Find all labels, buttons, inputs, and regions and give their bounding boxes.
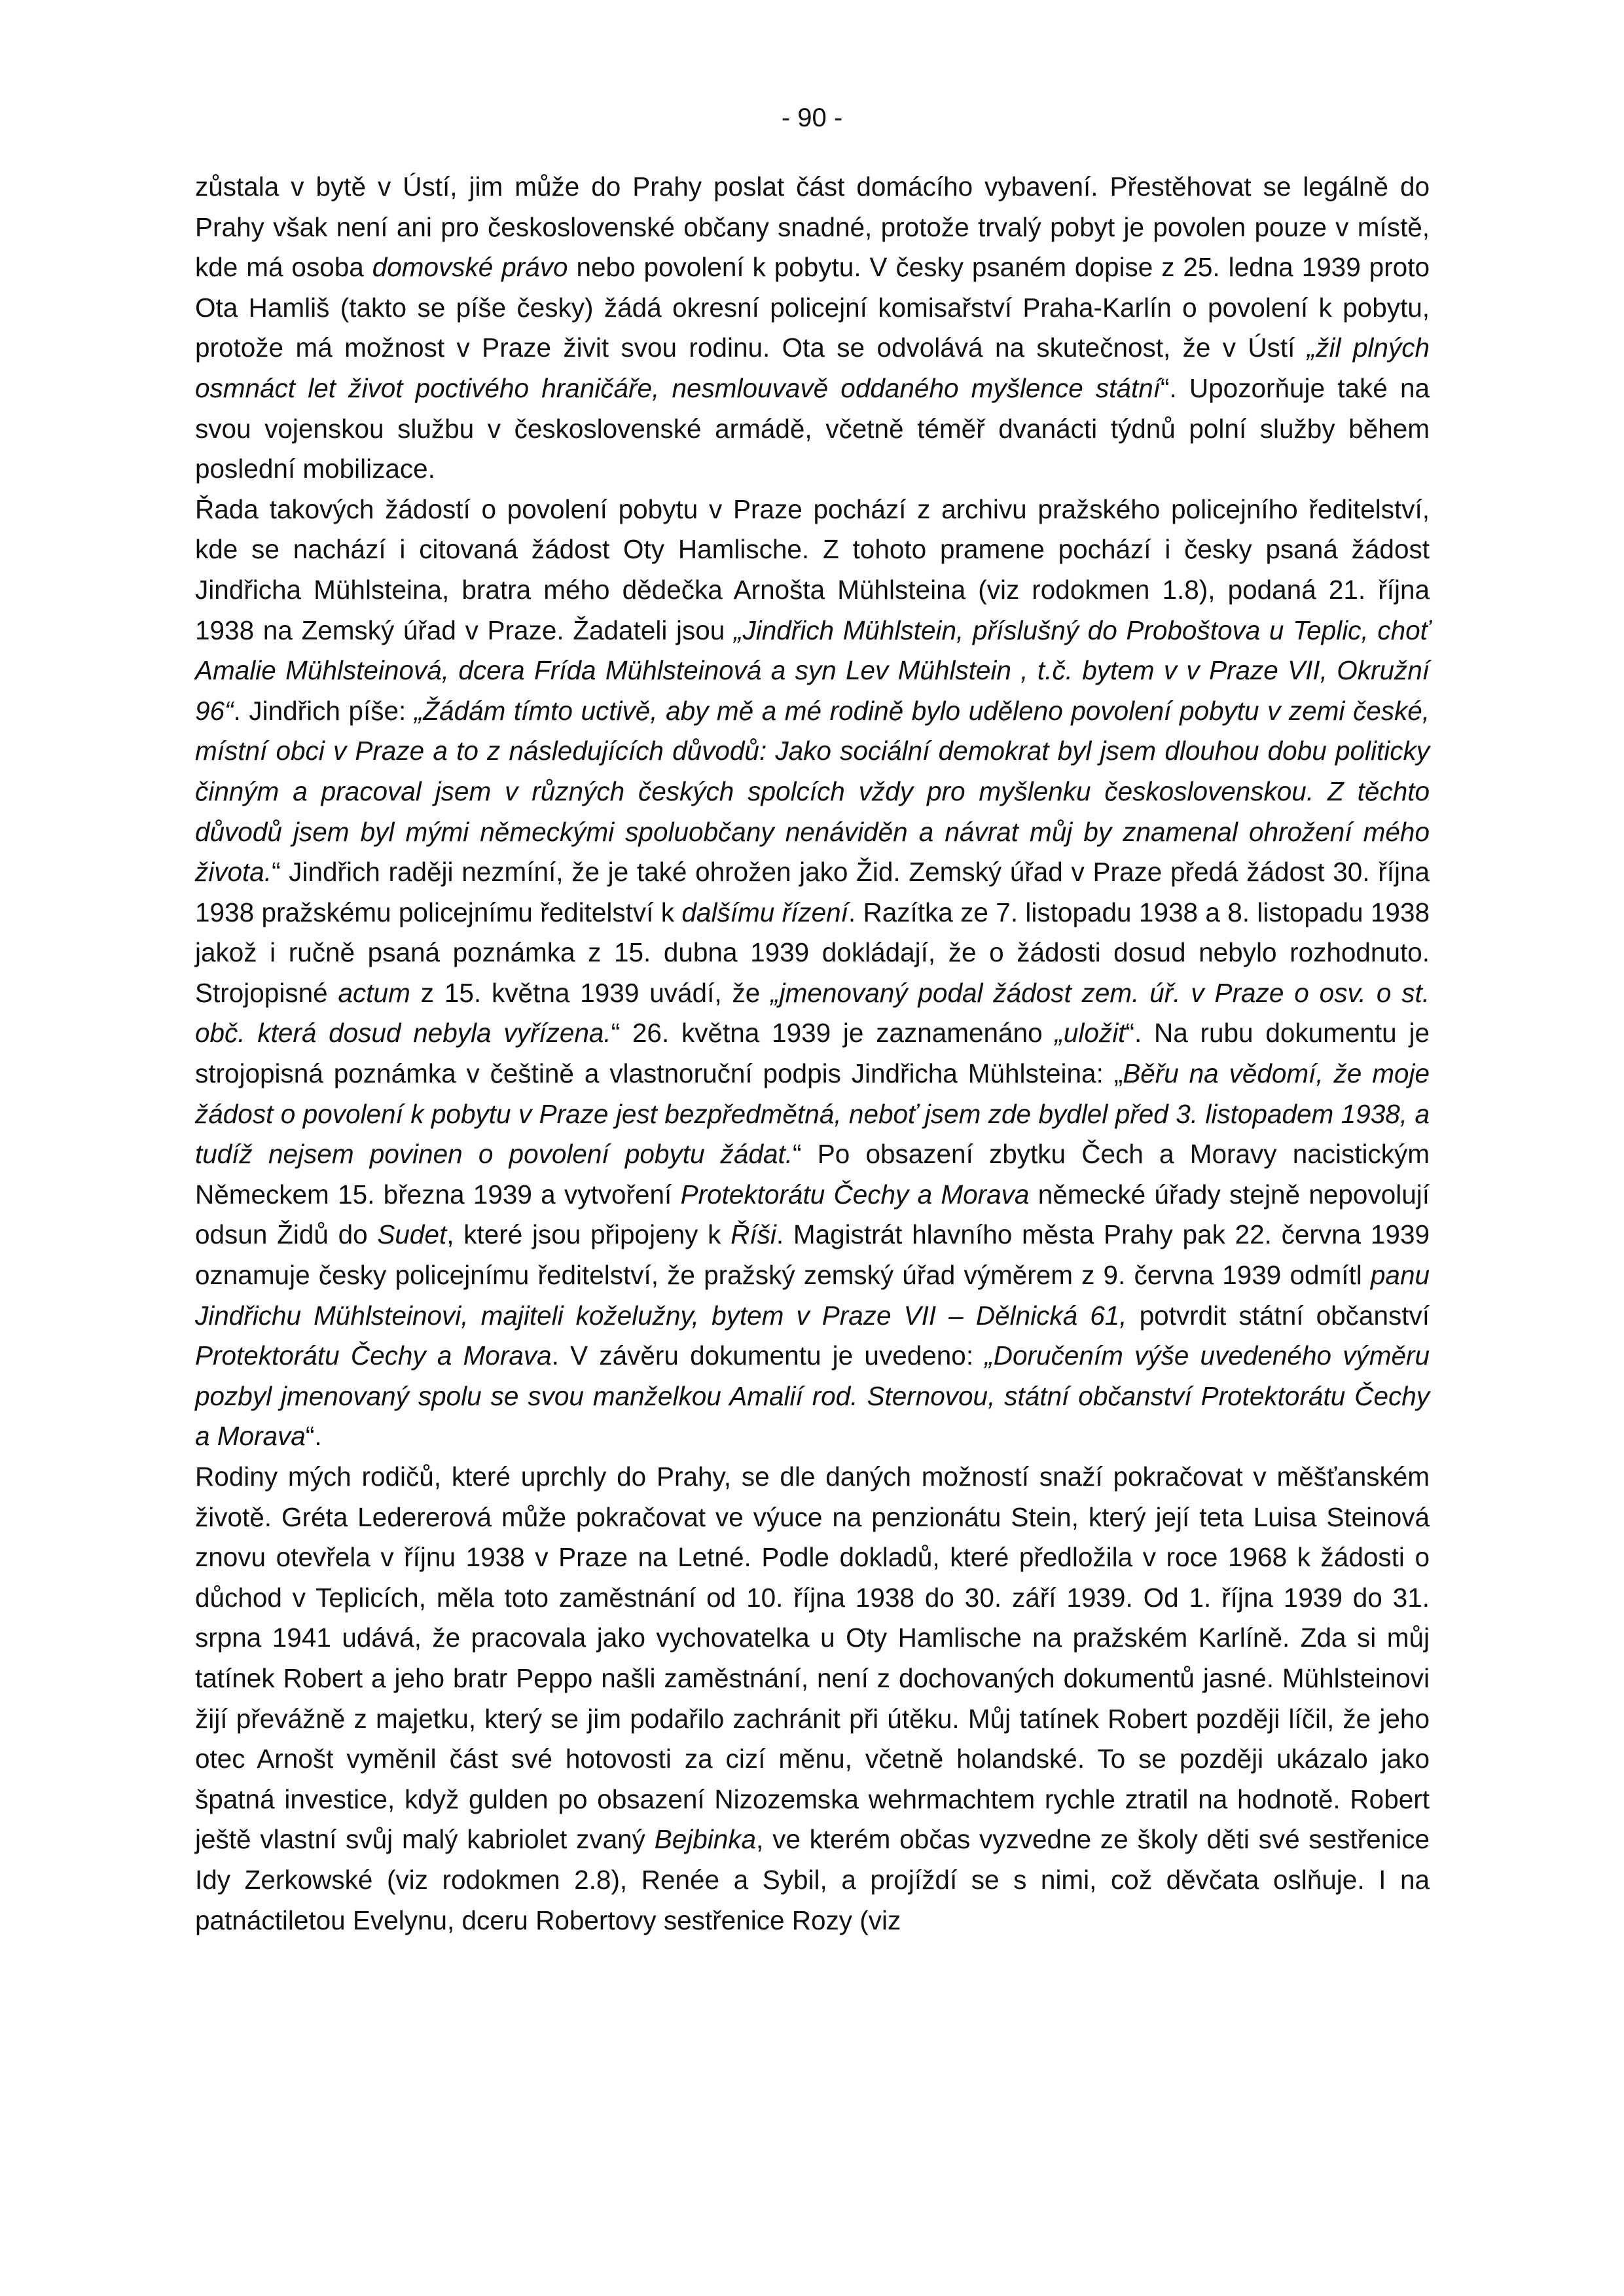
text-run: “ Po obsazení zbytku Čech a Moravy nacistickým Německem 15. března 1939 a vytvoření xyxy=(195,1139,1430,1210)
italic-text-run: Běřu na vědomí, že moje žádost o povolení k pobytu v Praze jest bezpředmětná, neboť jsem zde bydlel před 3. listopadem 1938, a tudíž nejsem povinen o povolení pobytu žádat. xyxy=(195,1058,1430,1170)
italic-text-run: Protektorátu Čechy a Morava xyxy=(195,1340,552,1371)
text-run: . V závěru dokumentu je uvedeno: xyxy=(551,1340,985,1371)
italic-text-run: „žil plných osmnáct let život poctivého hraničáře, nesmlouvavě oddaného myšlence státní xyxy=(195,332,1430,403)
text-run: německé úřady stejně nepovolují odsun Židů do xyxy=(195,1179,1430,1250)
paragraph xyxy=(195,490,1430,1457)
italic-text-run: „Žádám tímto uctivě, aby mě a mé rodině bylo uděleno povolení pobytu v zemi české, místní obci v Praze a to z následujících důvodů: Jako sociální demokrat byl jsem dlouhou dobu politicky činným a pracoval jsem v různých českých spolcích vždy pro myšlenku československou. Z těchto důvodů jsem byl mými německými spoluobčany nenáviděn a návrat můj by znamenal ohrožení mého života. xyxy=(195,695,1430,888)
italic-text-run: actum xyxy=(338,977,410,1008)
text-run: “ Jindřich raději nezmíní, že je také ohrožen jako Žid. Zemský úřad v Praze předá žádost 30. října 1938 pražskému policejnímu ředitelství k xyxy=(195,857,1430,927)
text-run: z 15. května 1939 uvádí, že xyxy=(410,977,771,1008)
italic-text-run: domovské právo xyxy=(372,252,568,283)
text-run: Rodiny mých rodičů, které uprchly do Prahy, se dle daných možností snaží pokračovat v měšťanském životě. Gréta Ledererová může pokračovat ve výuce na penzionátu Stein, který její teta Luisa Steinová znovu otevřela v říjnu 1938 v Praze na Letné. Podle dokladů, které předložila v roce 1968 k žádosti o důchod v Teplicích, měla toto zaměstnání od 10. října 1938 do 30. září 1939. Od 1. října 1939 do 31. srpna 1941 udává, že pracovala jako vychovatelka u Oty Hamlische na pražském Karlíně. Zda si můj tatínek Robert a jeho bratr Peppo našli zaměstnání, není z dochovaných dokumentů jasné. Mühlsteinovi žijí převážně z majetku, který se jim podařilo zachránit při útěku. Můj tatínek Robert později líčil, že jeho otec Arnošt vyměnil část své hotovosti za cizí měnu, včetně holandské. To se později ukázalo jako špatná investice, když gulden po obsazení Nizozemska wehrmachtem rychle ztratil na hodnotě. Robert ještě vlastní svůj malý kabriolet zvaný xyxy=(195,1462,1430,1855)
text-run: “ 26. května 1939 je zaznamenáno xyxy=(611,1018,1055,1049)
text-run: . Razítka ze 7. listopadu 1938 a 8. listopadu 1938 jakož i ručně psaná poznámka z 15. dubna 1939 dokládají, že o žádosti dosud nebylo rozhodnuto. Strojopisné xyxy=(195,897,1430,1008)
italic-text-run: „uložit xyxy=(1055,1018,1126,1049)
italic-text-run: Protektorátu Čechy a Morava xyxy=(680,1179,1030,1210)
page-number: - 90 - xyxy=(781,103,843,132)
text-run: potvrdit státní občanství xyxy=(1127,1300,1430,1331)
italic-text-run: Říši xyxy=(731,1219,776,1250)
italic-text-run: Sudet xyxy=(377,1219,447,1250)
italic-text-run: „jmenovaný podal žádost zem. úř. v Praze o osv. o st. obč. která dosud nebyla vyřízena. xyxy=(195,977,1430,1049)
text-run: nebo povolení k pobytu. V česky psaném dopise z 25. ledna 1939 proto Ota Hamliš (takto se píše česky) žádá okresní policejní komisařství Praha-Karlín o povolení k pobytu, protože má možnost v Praze živit svou rodinu. Ota se odvolává na skutečnost, že v Ústí xyxy=(195,252,1430,363)
text-run: , ve kterém občas vyzvedne ze školy děti své sestřenice Idy Zerkowské (viz rodokmen 2.8), Renée a Sybil, a projíždí se s nimi, což děvčata oslňuje. I na patnáctiletou Evelynu, dceru Robertovy sestřenice Rozy (viz xyxy=(195,1824,1430,1935)
paragraph xyxy=(195,1457,1430,1941)
document-body xyxy=(195,167,1430,1941)
text-run: . Magistrát hlavního města Prahy pak 22. června 1939 oznamuje česky policejnímu ředitelství, že pražský zemský úřad výměrem z 9. června 1939 odmítl xyxy=(195,1219,1430,1291)
text-run: . Jindřich píše: xyxy=(233,695,414,726)
text-run: , které jsou připojeny k xyxy=(446,1219,731,1250)
text-run: zůstala v bytě v Ústí, jim může do Prahy poslat část domácího vybavení. Přestěhovat se legálně do Prahy však není ani pro československé občany snadné, protože trvalý pobyt je povolen pouze v místě, kde má osoba xyxy=(195,171,1430,283)
text-run: “. Upozorňuje také na svou vojenskou službu v československé armádě, včetně téměř dvanácti týdnů polní služby během poslední mobilizace. xyxy=(195,372,1430,484)
italic-text-run: „Jindřich Mühlstein, příslušný do Proboštova u Teplic, choť Amalie Mühlsteinová, dcera Frída Mühlsteinová a syn Lev Mühlstein , t.č. bytem v v Praze VII, Okružní 96“ xyxy=(195,615,1430,726)
italic-text-run: „Doručením výše uvedeného výměru pozbyl jmenovaný spolu se svou manželkou Amalií rod. Sternovou, státní občanství Protektorátu Čechy a Morava xyxy=(195,1340,1430,1452)
text-run: Řada takových žádostí o povolení pobytu v Praze pochází z archivu pražského policejního ředitelství, kde se nachází i citovaná žádost Oty Hamlische. Z tohoto pramene pochází i česky psaná žádost Jindřicha Mühlsteina, bratra mého dědečka Arnošta Mühlsteina (viz rodokmen 1.8), podaná 21. října 1938 na Zemský úřad v Praze. Žadateli jsou xyxy=(195,493,1430,645)
paragraph xyxy=(195,167,1430,490)
italic-text-run: Bejbinka xyxy=(654,1824,757,1855)
text-run: “. Na rubu dokumentu je strojopisná poznámka v češtině a vlastnoruční podpis Jindřicha Mühlsteina: „ xyxy=(195,1018,1430,1089)
text-run: “. xyxy=(305,1421,322,1452)
italic-text-run: panu Jindřichu Mühlsteinovi, majiteli koželužny, bytem v Praze VII – Dělnická 61, xyxy=(195,1260,1430,1331)
italic-text-run: dalšímu řízení xyxy=(681,897,848,927)
